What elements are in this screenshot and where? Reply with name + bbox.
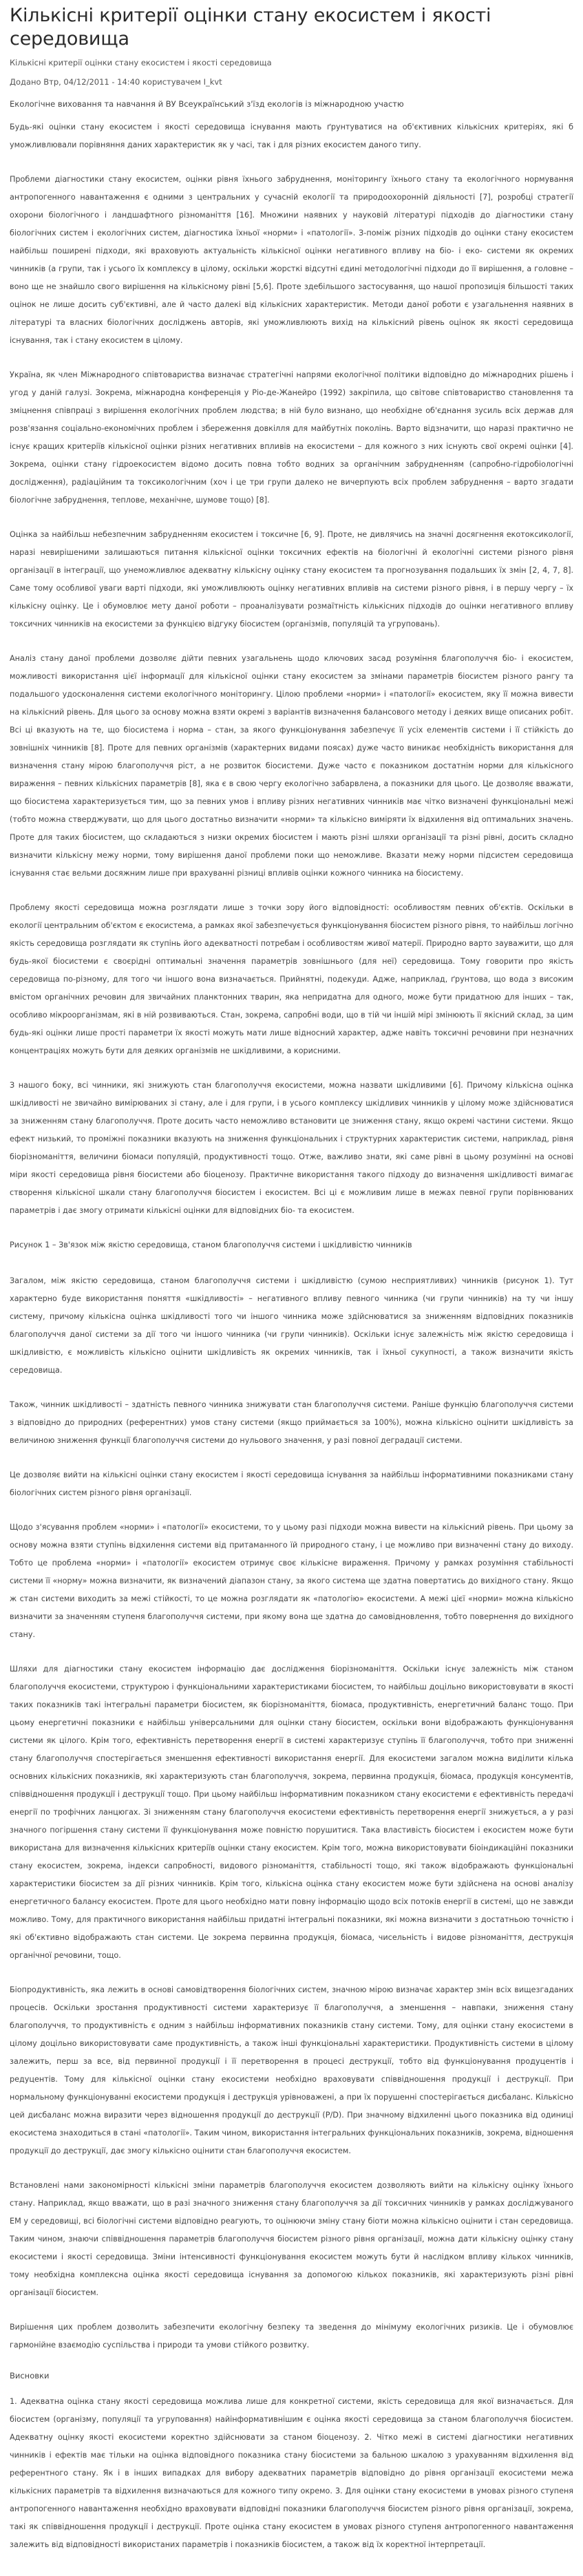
article-paragraph: Щодо з'ясування проблем «норми» і «патології» екосистеми, то у цьому разі підходи можна вивести на кількісний рівень. При цьому за основу можна взяти ступінь відхилення системи від притаманного їй природного стану, і це можливо при визначенні стану до виходу. Тобто це проблема «норми» і «патології» екосистем отримує своє кількісне вираження. Причому у рамках розуміння стабільності системи її «норму» можна визначити, як визначений діапазон стану, за якого система ще здатна повертатись до вихідного стану. Якщо ж стан системи виходить за межі стійкості, то це можна розглядати як «патологію» екосистеми. А межі цієї «норми» можна кількісно визначити за значенням ступеня благополуччя системи, при якому вона ще здатна до самовідновлення, тобто повернення до вихідного стану. — [10, 1523, 573, 1639]
page-bottom-spacer — [10, 2564, 573, 2569]
conclusions-heading: Висновки — [10, 2371, 50, 2380]
page-title: Кількісні критерії оцінки стану екосистем і якості середовища — [10, 5, 491, 50]
article-paragraph: Вирішення цих проблем дозволить забезпечити екологічну безпеку та зведення до мінімуму екологічних ризиків. Це і обумовлює гармонійне взаємодію суспільства і природи та умови стійкого розвитку. — [10, 2323, 573, 2350]
article-paragraph: Проблему якості середовища можна розглядати лише з точки зору його відповідності: особливостям певних об'єктів. Оскільки в екології центральним об'єктом є екосистема, а рамках якої забезпечується функціонування біосистем різного рівня, то найбільш логічно якість середовища розглядати як ступінь його адекватності потребам і особливостям живої матерії. Природно варто зауважити, що для будь-якої біосистеми є своєрідні оптимальні значення параметрів зовнішнього (для неї) середовища. Тому говорити про якість середовища по-різному, для того чи іншого вона визначається. Прийнятні, подекуди. Адже, наприклад, ґрунтова, що вода з високим вмістом органічних речовин для звичайних планктонних тварин, яка непридатна для одного, може бути придатною для інших – так, особливо мікроорганізмам, які в ній розвиваються. Стан, зокрема, сапробні води, що в тій чи іншій мірі змінюють її якісний склад, за цим будь-які оцінки лише прості параметри їх якості можуть мати лише відносний характер, адже навіть токсичні речовини при незначних концентраціях можуть бути для деяких організмів не шкідливими, а корисними. — [10, 903, 573, 1055]
article-paragraph: З нашого боку, всі чинники, які знижують стан благополуччя екосистеми, можна назвати шкідливими [6]. Причому кількісна оцінка шкідливості не звичайно вимірюваних зі стану, але і для групи, і в усього комплексу шкідливих чинників у цілому може здійснюватися за зниженням стану благополуччя. Проте досить часто неможливо встановити це зниження стану, якщо окремі частини системи. Якщо ефект низький, то проміжні показники вказують на зниження функціональних і структурних характеристик системи, наприклад, рівня біорізноманіття, величини біомаси популяцій, продуктивності тощо. Отже, важливо знати, які саме рівні в цьому розумінні на основі міри якості середовища рівня біосистеми або біоценозу. Практичне використання такого підходу до визначення шкідливості вимагає створення кількісної шкали стану благополуччя біосистем і екосистем. Всі ці є можливим лише в межах певної групи порівнюваних параметрів і дає змогу отримати кількісні оцінки для відповідних біо- та екосистем. — [10, 1081, 573, 1215]
breadcrumb — [10, 58, 573, 67]
article-paragraph: Проблеми діагностики стану екосистем, оцінки рівня їхнього забруднення, моніторингу їхнього стану та екологічного нормування антропогенного навантаження є одними з центральних у сучасній екології та природоохоронній діяльності [7], розробці стратегії охорони біологічного і ландшафтного різноманіття [16]. Множини наявних у науковій літературі підходів до діагностики стану біологічних систем і екологічних систем, діагностика їхньої «норми» і «патології». З-поміж різних підходів до оцінки стану екосистем найбільш поширені підходи, які враховують актуальність кількісної оцінки негативного впливу на біо- і еко- системи як окремих чинників (а групи, так і усього їх комплексу в цілому, оскільки жорсткі відсутні єдині методологічні підходи до її вирішення, а головне – воно ще не знайшло свого вирішення на кількісному рівні [5,6]. Проте здебільшого застосування, що нашої пропозиція більшості таких оцінок не лише досить суб'єктивні, але й часто далекі від кількісних характеристик. Методи даної роботи є узагальнення наявних в літературі та власних біологічних досліджень авторів, які уможливлюють вихід на кількісний рівень оцінок як якості середовища існування, так і стану екосистем в цілому. — [10, 175, 573, 345]
post-meta-prefix: Додано Втр, 04/12/2011 - 14:40 користувачем — [10, 77, 201, 87]
author-link[interactable]: I_kvt — [203, 77, 222, 87]
article-paragraph: Також, чинник шкідливості – здатність певного чинника знижувати стан благополуччя системи. Раніше функцію благополуччя системи з відповідно до природних (референтних) умов стану системи (якщо приймається за 100%), можна кількісно оцінити шкідливість за величиною зниження функції благополуччя системи до нульового значення, у разі повної деградації системи. — [10, 1400, 573, 1445]
breadcrumb-link[interactable]: Кількісні критерії оцінки стану екосистем і якості середовища — [10, 58, 272, 67]
article-paragraph: Україна, як член Міжнародного співтовариства визначає стратегічні напрями екологічної політики відповідно до міжнародних рішень і угод у даній галузі. Зокрема, міжнародна конференція у Ріо-де-Жанейро (1992) закріпила, що світове співтовариство становлення та зміцнення співпраці з вирішення екологічних проблем людства; в ній було визнано, що необхідне об'єднання зусиль всіх держав для розв'язання соціально-економічних проблем і збереження довкілля для майбутніх поколінь. Варто відзначити, що наразі практично не існує кращих критеріїв кількісної оцінки різних негативних впливів на екосистеми – для кожного з них існують свої окремі оцінки [4]. Зокрема, оцінки стану гідроекосистем відомо досить повна тобто водних за органічним забрудненням (сапробно-гідробіологічні дослідження), радіаційним та токсикологічним (хоч і це три групи далеко не вичерпують всіх проблем забруднення – варто згадати біологічне забруднення, теплове, механічне, шумове тощо) [8]. — [10, 370, 573, 505]
article-paragraph: Шляхи для діагностики стану екосистем інформацію дає дослідження біорізноманіття. Оскільки існує залежність між станом благополуччя екосистеми, структурою і функціональними характеристиками біосистем, то найбільш доцільно використовувати в якості таких показників такі інтегральні параметри біосистем, як біорізноманіття, біомаса, продуктивність, енергетичний баланс тощо. При цьому енергетичні показники є найбільш універсальними для оцінки стану біосистем, оскільки вони відображають функціонування системи як цілого. Крім того, ефективність перетворення енергії в системі характеризує ступінь її благополуччя, тобто при зниженні стану благополуччя спостерігається зменшення ефективності використання енергії. Для екосистеми загалом можна виділити кілька основних кількісних показників, які характеризують стан благополуччя, зокрема, первинна продукція, біомаса, продукція консументів, співвідношення продукції і деструкції тощо. При цьому найбільш інформативним показником стану екосистеми є ефективність передачі енергії по трофічних ланцюгах. Зі зниженням стану благополуччя екосистеми ефективність перетворення енергії знижується, а у разі значного погіршення стану системи її функціонування може повністю порушитися. Така властивість біосистем і екосистем може бути використана для визначення кількісних критеріїв оцінки стану екосистем. Крім того, можна використовувати біоіндикаційні показники стану екосистем, зокрема, індекси сапробності, видового різноманіття, стабільності тощо, які також відображають функціональні характеристики біосистем за дії різних чинників. Крім того, кількісна оцінка стану екосистем може бути здійснена на основі аналізу енергетичного балансу екосистем. Проте для цього необхідно мати повну інформацію щодо всіх потоків енергії в системі, що не завжди можливо. Тому, для практичного використання найбільш придатні інтегральні показники, які можна визначити з достатньою точністю і які об'єктивно відображають стан системи. Це зокрема первинна продукція, біомаса, чисельність і видове різноманіття, деструкція органічної речовини, тощо. — [10, 1665, 573, 1960]
article-lead: Екологічне виховання та навчання й ВУ Всеукраїнський з'їзд екологів із міжнародною участю — [10, 99, 404, 109]
article-paragraph: Встановлені нами закономірності кількісні зміни параметрів благополуччя екосистем дозволяють вийти на кількісну оцінку їхнього стану. Наприклад, якщо вважати, що в разі значного зниження стану благополуччя за дії токсичних чинників у рамках досліджуваного ЕМ у середовищі, всі біологічні системи відповідно реагують, то оцінюючи зміну стану біоти можна кількісно оцінити і стан середовища. Таким чином, знаючи співвідношення параметрів благополуччя біосистем різного рівня організації, можна дати кількісну оцінку стану екосистеми і якості середовища. Зміни інтенсивності функціонування екосистем можуть бути й наслідком впливу кількох чинників, тому необхідна комплексна оцінка якості середовища існування за допомогою кількох показників, які характеризують різні рівні організації біосистем. — [10, 2181, 573, 2297]
figure-caption: Рисунок 1 – Зв'язок між якістю середовища, станом благополуччя системи і шкідливістю чинників — [10, 1241, 412, 1249]
article-paragraph: Це дозволяє вийти на кількісні оцінки стану екосистем і якості середовища існування за найбільш інформативними показниками стану біологічних систем різного рівня організації. — [10, 1470, 573, 1497]
article-paragraph: Біопродуктивність, яка лежить в основі самовідтворення біологічних систем, значною мірою визначає характер змін всіх вищезгаданих процесів. Оскільки зростання продуктивності системи характеризує її благополуччя, а зменшення – навпаки, зниження стану благополуччя, то продуктивність є одним з найбільш інформативних показників стану системи. Тому, для оцінки стану екосистеми в цілому доцільно використовувати саме продуктивність, а також інші функціональні характеристики. Продуктивність системи в цілому залежить, перш за все, від первинної продукції і її перетворення в процесі деструкції, тобто від функціонування продуцентів і редуцентів. Тому для кількісної оцінки стану екосистеми необхідно враховувати співвідношення продукції і деструкції. При нормальному функціонуванні екосистеми продукція і деструкція урівноважені, а при їх порушенні спостерігається дисбаланс. Кількісно цей дисбаланс можна виразити через відношення продукції до деструкції (P/D). При значному відхиленні цього показника від одиниці екосистема знаходиться в стані «патології». Таким чином, використання інтегральних функціональних показників, зокрема, відношення продукції до деструкції, дає змогу кількісно оцінити стан благополуччя екосистем. — [10, 1985, 573, 2155]
article-paragraph: Загалом, між якістю середовища, станом благополуччя системи і шкідливістю (сумою несприятливих) чинників (рисунок 1). Тут характерно буде використання поняття «шкідливості» – негативного впливу певного чинника (чи групи чинників) на ту чи іншу систему, причому кількісна оцінка шкідливості того чи іншого чинника може здійснюватися за зниженням відповідних показників благополуччя даної системи за дії того чи іншого чинника (чи групи чинників). Оскільки існує залежність між якістю середовища і шкідливістю, є можливість кількісно оцінити шкідливість як окремих чинників, так і їхньої сукупності, а також визначити якість середовища. — [10, 1276, 573, 1375]
article-paragraph: Аналіз стану даної проблеми дозволяє дійти певних узагальнень щодо ключових засад розуміння благополуччя біо- і екосистем, можливості використання цієї інформації для кількісної оцінки стану екосистем за змінами параметрів біосистем різного рангу та подальшого удосконалення системи екологічного моніторингу. Цілою проблеми «норми» і «патології» екосистем, яку її можна вивести на кількісний рівень. Для цього за основу можна взяти окремі з варіантів визначення балансового методу і деяких вище описаних робіт. Всі ці вказують на те, що біосистема і норма – стан, за якого функціонування забезпечує її усіх елементів системи і її стійкість до зовнішніх чинників [8]. Проте для певних організмів (характерних видами поясах) дуже часто виникає необхідність використання для визначення стану мірою благополуччя ріст, а не розвиток біосистеми. Дуже часто є показником достатнім норми для кількісного вираження – певних кількісних параметрів [8], яка є в свою чергу екологічно забарвлена, а показники для цього. Це дозволяє вважати, що біосистема характеризується тим, що за певних умов і впливу різних негативних чинників має чітко визначені функціональні межі (тобто можна стверджувати, що для цього достатньо визначити «норми» та кількісно виміряти їх відхилення від оптимальних значень. Проте для таких біосистем, що складаються з низки окремих біосистем і мають різні шляхи організації та різні рівні, досить складно визначити кількісну межу норми, тому вирішення даної проблеми поки що неможливе. Вказати межу норми підсистем середовища існування стає вельми досяжним лише при врахуванні різниці впливів оцінки кожного чинника на біосистему. — [10, 654, 573, 878]
conclusions-text: 1. Адекватна оцінка стану якості середовища можлива лише для конкретної системи, якість середовища для якої визначається. Для біосистем (організму, популяції та угруповання) найінформативнішим є оцінка якості середовища за станом благополуччя біосистем. Адекватну оцінку якості екосистеми коректно здійснювати за станом біоценозу. 2. Чітко межі в системі діагностики негативних чинників і ефектів має тільки на оцінка відповідного показника стану біосистеми за бальною шкалою з урахуванням відхилення від референтного стану. Як і в інших випадках для вибору адекватних параметрів відповідно до рівня організації екосистеми межа кількісних параметрів та відхилення визначаються для кожного типу окремо. 3. Для оцінки стану екосистеми в умовах різного ступеня антропогенного навантаження необхідно враховувати відповідні показники благополуччя біосистем різного рівня організації, зокрема, такі як співвідношення продукції і деструкції. Проте оцінка стану екосистем в умовах різного ступеня антропогенного навантаження залежить від відповідності використаних параметрів і показників біосистем, а також від їх коректної інтерпретації. — [10, 2397, 573, 2549]
post-meta — [10, 77, 573, 87]
article-paragraph: Оцінка за найбільш небезпечним забрудненням екосистем і токсичне [6, 9]. Проте, не дивлячись на значні досягнення екотоксикології, наразі невирішеними залишаються питання кількісної оцінки токсичних ефектів на біологічні й екологічні системи різного рівня організації в інтеграції, що унеможливлює адекватну кількісну оцінку стану екосистем та прогнозування подальших їх змін [2, 4, 7, 8]. Саме тому особливої уваги варті підходи, які уможливлюють оцінку негативних впливів на системи різного рівня, і в першу чергу – їх кількісну оцінку. Це і обумовлює мету даної роботи – проаналізувати розмаїтність кількісних підходів до оцінки негативного впливу токсичних чинників на екосистеми за функцією відгуку біосистем (організмів, популяцій та угруповань). — [10, 530, 573, 629]
article-paragraph: Будь-які оцінки стану екосистем і якості середовища існування мають ґрунтуватися на об'єктивних кількісних критеріях, які б уможливлювали порівняння даних характеристик як у часі, так і для різних екосистем даного типу. — [10, 123, 573, 149]
